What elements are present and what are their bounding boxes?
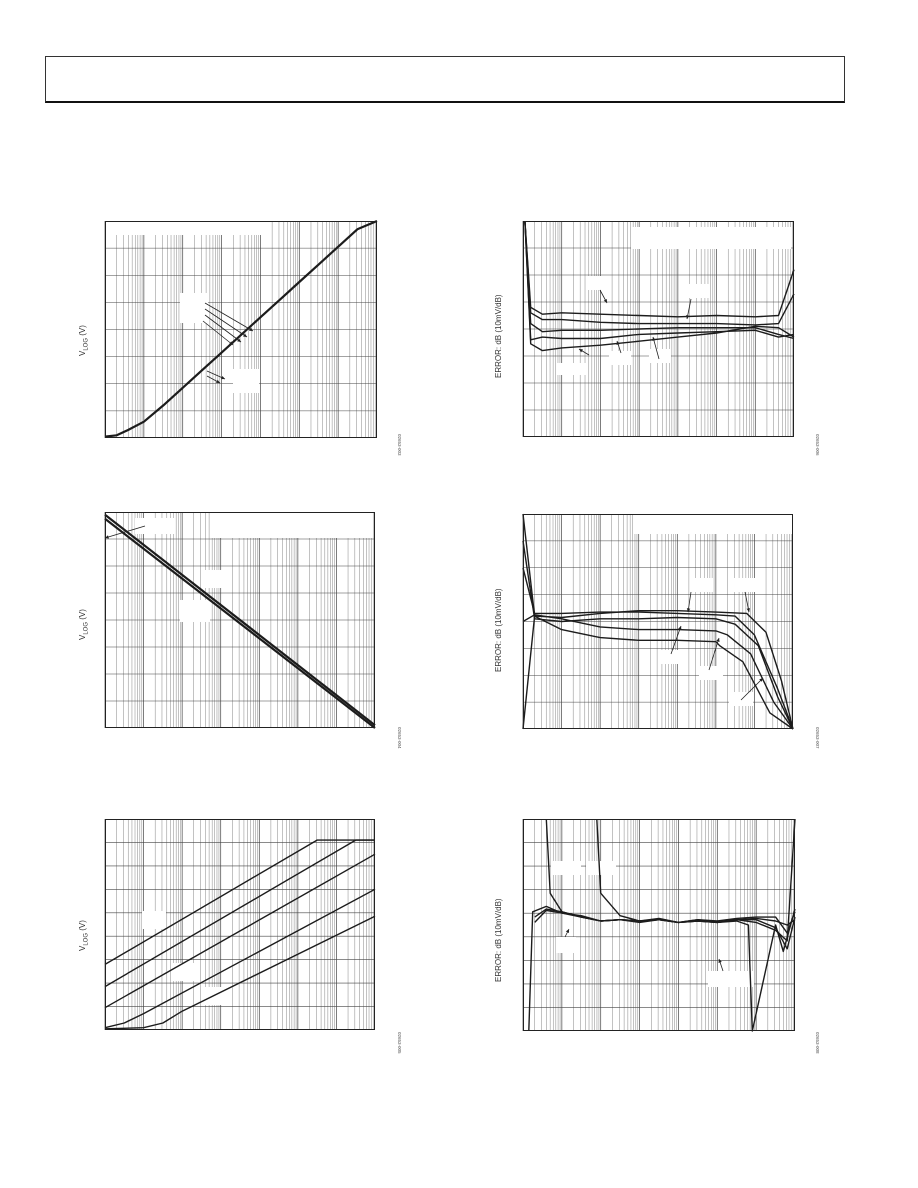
series-line-1 xyxy=(546,819,795,925)
figure-id: 02653-004 xyxy=(397,727,402,749)
blank-label-box xyxy=(233,369,259,393)
figure-id: 02653-006 xyxy=(815,434,820,456)
blank-label-box xyxy=(210,512,372,538)
y-axis-label: ERROR: dB (10mV/dB) xyxy=(494,588,503,672)
blank-label-box xyxy=(708,971,754,987)
annotation-arrow xyxy=(205,315,241,342)
y-axis-label: ERROR: dB (10mV/dB) xyxy=(494,294,503,378)
blank-label-box xyxy=(631,227,791,249)
y-axis-label: $V_{LOG}$ (V) xyxy=(78,325,90,356)
page-header-box xyxy=(45,56,845,103)
chart-log-error-3 xyxy=(523,819,795,1031)
figure-id: 02653-005 xyxy=(397,1032,402,1054)
blank-label-box xyxy=(142,911,166,929)
blank-label-box xyxy=(649,349,671,363)
blank-label-box xyxy=(180,293,208,323)
blank-label-box xyxy=(135,518,175,534)
figure-id: 02653-003 xyxy=(397,434,402,456)
y-axis-label: $V_{LOG}$ (V) xyxy=(78,920,90,951)
blank-label-box xyxy=(556,937,576,953)
blank-label-box xyxy=(699,666,723,680)
blank-label-box xyxy=(729,692,753,706)
series-line-2 xyxy=(597,819,795,933)
blank-label-box xyxy=(660,650,682,664)
arrow-head xyxy=(243,334,247,337)
annotation-arrow xyxy=(205,303,253,331)
chart-grid xyxy=(105,221,377,438)
chart-grid xyxy=(523,819,795,1031)
y-axis-label: $V_{LOG}$ (V) xyxy=(78,609,90,640)
annotation-arrow xyxy=(205,309,247,337)
blank-label-box xyxy=(686,284,710,298)
blank-label-box xyxy=(609,351,631,365)
blank-label-box xyxy=(588,276,610,290)
blank-label-box xyxy=(551,861,581,875)
chart-log-error-2 xyxy=(523,514,793,729)
blank-label-box xyxy=(733,578,755,592)
series-line-3 xyxy=(529,819,795,1031)
chart-vlog-vs-input-3 xyxy=(105,819,375,1030)
blank-label-box xyxy=(205,570,230,588)
figure-id: 02653-007 xyxy=(815,727,820,749)
chart-log-error-1 xyxy=(523,221,794,437)
figure-id: 02653-008 xyxy=(815,1032,820,1054)
blank-label-box xyxy=(691,578,713,592)
blank-label-box xyxy=(586,861,616,875)
chart-vlog-vs-input-1 xyxy=(105,221,377,438)
plot-frame xyxy=(524,820,795,1031)
y-axis-label: ERROR: dB (10mV/dB) xyxy=(494,898,503,982)
blank-label-box xyxy=(556,363,586,375)
blank-label-box xyxy=(172,963,198,981)
chart-vlog-vs-input-2 xyxy=(105,512,375,728)
blank-label-box xyxy=(105,221,265,235)
blank-label-box xyxy=(180,600,210,622)
blank-label-box xyxy=(633,514,793,534)
arrow-head xyxy=(718,959,721,963)
